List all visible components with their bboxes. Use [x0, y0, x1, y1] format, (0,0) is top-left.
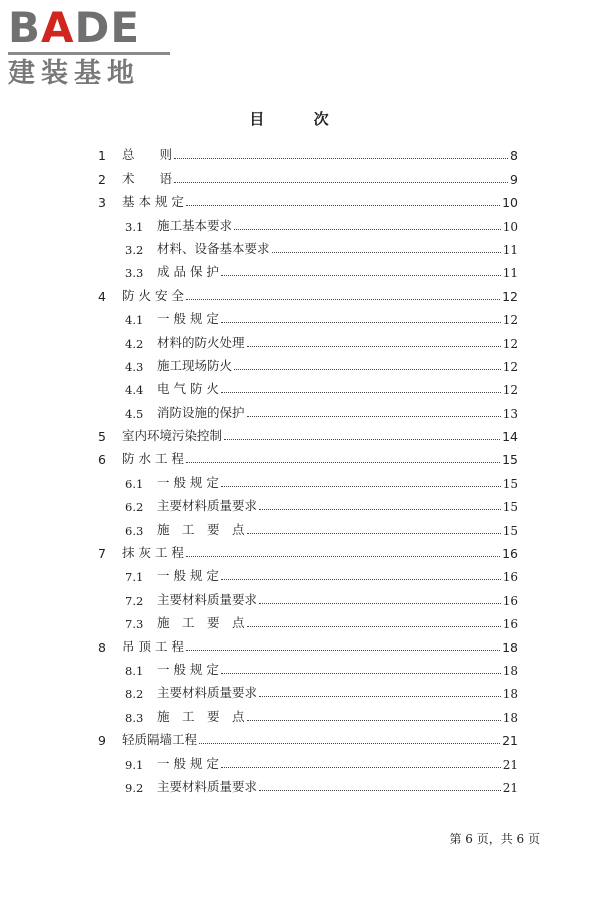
dot-leader [186, 462, 500, 463]
toc-entry-page: 18 [502, 687, 518, 702]
dot-leader [221, 579, 501, 580]
toc-title: 目 次 [249, 110, 351, 128]
toc-entry-title: 施 工 要 点 [157, 615, 245, 631]
toc-entry[interactable] [98, 140, 518, 163]
toc-entry-number: 7.2 [125, 593, 144, 608]
toc-entry-page: 18 [502, 710, 518, 725]
dot-leader [221, 486, 501, 487]
toc-entry[interactable] [98, 234, 518, 257]
logo-wordmark: BADE [8, 3, 141, 52]
toc-entry-page: 16 [502, 570, 518, 585]
table-of-contents [98, 140, 518, 795]
toc-entry-page: 21 [502, 757, 518, 772]
toc-entry-title: 电 气 防 火 [157, 381, 219, 397]
page-footer: 第 6 页，共 6 页 [449, 832, 540, 846]
toc-entry-page: 12 [502, 313, 518, 328]
toc-entry-title: 施工基本要求 [157, 217, 233, 233]
toc-entry[interactable] [98, 187, 518, 210]
toc-entry-page: 18 [502, 663, 518, 678]
toc-entry[interactable] [98, 608, 518, 631]
toc-entry-title: 吊 顶 工 程 [122, 638, 184, 654]
toc-entry-title: 一 般 规 定 [157, 755, 219, 771]
toc-entry-page: 11 [502, 242, 518, 257]
dot-leader [186, 650, 500, 651]
toc-entry-page: 8 [510, 148, 518, 164]
toc-entry-number: 6.2 [125, 500, 144, 515]
toc-entry-number: 4.2 [125, 336, 144, 351]
toc-entry-number: 7.3 [125, 617, 144, 632]
toc-entry-page: 18 [502, 639, 518, 655]
toc-entry-page: 9 [510, 171, 518, 187]
toc-entry-page: 16 [502, 546, 518, 562]
toc-entry-title: 一 般 规 定 [157, 568, 219, 584]
dot-leader [234, 369, 501, 370]
toc-entry-page: 21 [502, 733, 518, 749]
dot-leader [259, 790, 501, 791]
toc-entry-title: 防 水 工 程 [122, 451, 184, 467]
toc-entry-number: 4.1 [125, 313, 144, 328]
dot-leader [186, 556, 500, 557]
toc-entry-title: 术 语 [122, 170, 173, 186]
toc-entry-number: 6.1 [125, 476, 144, 491]
toc-entry[interactable] [98, 444, 518, 467]
toc-entry[interactable] [98, 397, 518, 420]
toc-entry-number: 8 [98, 639, 106, 655]
toc-entry-title: 防 火 安 全 [122, 287, 184, 303]
toc-entry-number: 4 [98, 288, 106, 304]
toc-entry-title: 一 般 规 定 [157, 311, 219, 327]
toc-entry-title: 一 般 规 定 [157, 474, 219, 490]
toc-entry-title: 室内环境污染控制 [122, 428, 223, 444]
brand-logo [8, 3, 178, 92]
toc-entry-number: 4.5 [125, 406, 144, 421]
toc-entry[interactable] [98, 748, 518, 771]
toc-entry-number: 3 [98, 195, 106, 211]
toc-entry[interactable] [98, 421, 518, 444]
dot-leader [247, 346, 501, 347]
toc-entry-page: 10 [502, 219, 518, 234]
toc-entry-title: 材料的防火处理 [157, 334, 245, 350]
dot-leader [224, 439, 500, 440]
toc-entry-number: 9.2 [125, 780, 144, 795]
toc-entry[interactable] [98, 772, 518, 795]
toc-entry-number: 8.1 [125, 663, 144, 678]
toc-entry[interactable] [98, 561, 518, 584]
toc-entry[interactable] [98, 351, 518, 374]
toc-entry-page: 10 [502, 195, 518, 211]
toc-entry-number: 6 [98, 452, 106, 468]
toc-entry-title: 施 工 要 点 [157, 708, 245, 724]
toc-entry-number: 8.2 [125, 687, 144, 702]
dot-leader [221, 322, 501, 323]
toc-entry[interactable] [98, 327, 518, 350]
toc-entry-number: 9.1 [125, 757, 144, 772]
dot-leader [247, 416, 501, 417]
toc-entry-page: 14 [502, 429, 518, 445]
toc-entry[interactable] [98, 210, 518, 233]
toc-entry[interactable] [98, 374, 518, 397]
dot-leader [221, 767, 501, 768]
dot-leader [174, 182, 508, 183]
toc-entry-title: 施 工 要 点 [157, 521, 245, 537]
toc-entry-page: 12 [502, 288, 518, 304]
dot-leader [221, 275, 501, 276]
toc-entry[interactable] [98, 584, 518, 607]
toc-entry[interactable] [98, 304, 518, 327]
toc-entry-page: 15 [502, 500, 518, 515]
toc-entry-title: 主要材料质量要求 [157, 778, 258, 794]
toc-entry-number: 3.3 [125, 266, 144, 281]
toc-entry-number: 2 [98, 171, 106, 187]
toc-entry-title: 一 般 规 定 [157, 661, 219, 677]
toc-entry-title: 消防设施的保护 [157, 404, 245, 420]
dot-leader [174, 158, 508, 159]
toc-entry-page: 16 [502, 593, 518, 608]
dot-leader [259, 509, 501, 510]
toc-entry-number: 4.3 [125, 359, 144, 374]
toc-entry[interactable] [98, 655, 518, 678]
toc-entry[interactable] [98, 257, 518, 280]
dot-leader [234, 229, 501, 230]
logo-subtitle: 建装基地 [8, 58, 140, 89]
toc-entry-number: 1 [98, 148, 106, 164]
toc-entry-page: 11 [502, 266, 518, 281]
toc-entry-title: 基 本 规 定 [122, 194, 184, 210]
toc-entry-number: 6.3 [125, 523, 144, 538]
dot-leader [259, 603, 501, 604]
toc-entry-title: 抹 灰 工 程 [122, 545, 184, 561]
toc-entry-page: 12 [502, 359, 518, 374]
toc-entry[interactable] [98, 163, 518, 186]
toc-entry-number: 5 [98, 429, 106, 445]
toc-entry-page: 12 [502, 383, 518, 398]
toc-entry[interactable] [98, 538, 518, 561]
dot-leader [259, 696, 501, 697]
toc-entry[interactable] [98, 725, 518, 748]
toc-entry-number: 7.1 [125, 570, 144, 585]
dot-leader [247, 720, 501, 721]
dot-leader [186, 299, 500, 300]
dot-leader [221, 392, 501, 393]
toc-entry[interactable] [98, 514, 518, 537]
toc-entry-number: 4.4 [125, 383, 144, 398]
logo-divider [8, 52, 170, 55]
toc-entry-number: 3.2 [125, 242, 144, 257]
toc-entry-page: 15 [502, 452, 518, 468]
dot-leader [221, 673, 501, 674]
toc-entry-number: 3.1 [125, 219, 144, 234]
dot-leader [247, 626, 501, 627]
dot-leader [186, 205, 500, 206]
toc-entry-page: 15 [502, 476, 518, 491]
toc-entry[interactable] [98, 701, 518, 724]
toc-entry-page: 15 [502, 523, 518, 538]
toc-entry[interactable] [98, 491, 518, 514]
toc-entry-number: 8.3 [125, 710, 144, 725]
toc-entry-page: 21 [502, 780, 518, 795]
toc-entry-page: 16 [502, 617, 518, 632]
dot-leader [199, 743, 500, 744]
toc-entry[interactable] [98, 280, 518, 303]
toc-entry-number: 9 [98, 733, 106, 749]
dot-leader [247, 533, 501, 534]
toc-entry-title: 施工现场防火 [157, 357, 233, 373]
dot-leader [272, 252, 501, 253]
toc-entry-title: 主要材料质量要求 [157, 498, 258, 514]
toc-entry-title: 主要材料质量要求 [157, 685, 258, 701]
toc-entry-page: 12 [502, 336, 518, 351]
toc-entry-title: 成 品 保 护 [157, 264, 219, 280]
toc-entry[interactable] [98, 467, 518, 490]
toc-entry-title: 主要材料质量要求 [157, 591, 258, 607]
toc-entry[interactable] [98, 678, 518, 701]
toc-entry-title: 轻质隔墙工程 [122, 732, 198, 748]
toc-entry-title: 总 则 [122, 147, 173, 163]
toc-entry-number: 7 [98, 546, 106, 562]
toc-entry-page: 13 [502, 406, 518, 421]
toc-entry-title: 材料、设备基本要求 [157, 240, 270, 256]
toc-entry[interactable] [98, 631, 518, 654]
